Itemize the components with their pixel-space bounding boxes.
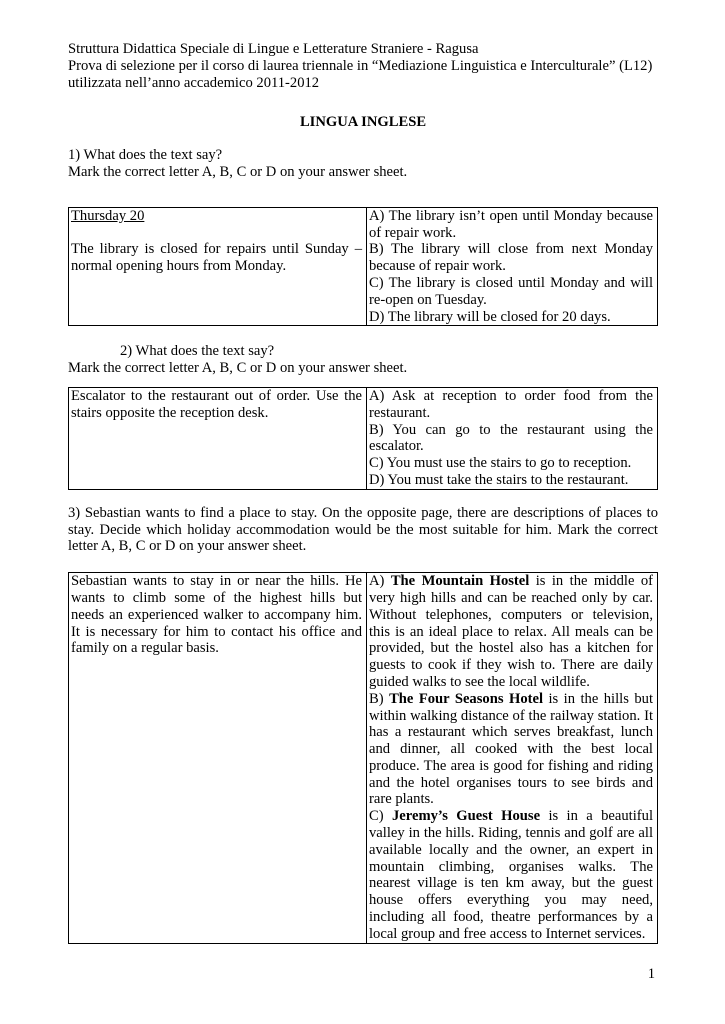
q3-option-c: [369, 808, 653, 942]
q3-question: 3) Sebastian wants to find a place to stay. On the opposite page, there are descriptions of places to stay. Decide which holiday accommodation would be the most suitable for him. Mark the correct letter A, B, C or D on your answer sheet.: [68, 504, 658, 555]
q3-option-a: [369, 573, 653, 691]
q1-table: [68, 207, 658, 327]
q3-option-c-letter: C): [369, 808, 384, 825]
q1-instruction: Mark the correct letter A, B, C or D on your answer sheet.: [68, 163, 408, 180]
q3-option-b-name: The Four Seasons Hotel: [389, 690, 544, 707]
q2-question: 2) What does the text say?: [120, 343, 275, 360]
q2-option-c: C) You must use the stairs to go to reception.: [369, 455, 632, 472]
q3-option-c-text: is in a beautiful valley in the hills. Riding, tennis and golf are all available locally and the owner, an expert in mountain climbing, organises walks. The nearest village is ten km away, but the guest house offers everything you may need, including all food, theatre performances by a local group and free access to Internet services.: [369, 808, 653, 942]
q1-notice-text: The library is closed for repairs until Sunday – normal opening hours from Monday.: [71, 241, 362, 275]
q3-option-a-name: The Mountain Hostel: [390, 573, 530, 590]
q3-option-b: [369, 691, 653, 809]
q1-option-b: B) The library will close from next Monday because of repair work.: [369, 241, 653, 275]
q3-profile: Sebastian wants to stay in or near the hills. He wants to climb some of the highest hills but needs an experienced walker to accompany him. It is necessary for him to contact his office and family on a regular basis.: [69, 573, 367, 944]
q3-option-b-text: is in the hills but within walking distance of the railway station. It has a restaurant which serves breakfast, lunch and dinner, all cooked with the best local produce. The area is good for fishing and riding and the hotel organises tours to see birds and rare plants.: [369, 690, 653, 808]
q2-options: [367, 387, 658, 489]
header-line-3: utilizzata nell’anno accademico 2011-2012: [68, 74, 320, 91]
q2-notice: Escalator to the restaurant out of order. Use the stairs opposite the reception desk.: [69, 387, 367, 489]
q1-option-a: A) The library isn’t open until Monday because of repair work.: [369, 207, 653, 241]
q3-option-c-name: Jeremy’s Guest House: [391, 808, 541, 825]
page-number: 1: [647, 966, 655, 982]
q3-option-a-letter: A): [369, 573, 385, 590]
q3-option-a-text: is in the middle of very high hills and can be reached only by car. Without telephones, computers or television, this is an ideal place to relax. All meals can be provided, but the hostel also has a kitchen for guests to cook if they wish to. There are daily guided walks to see the local wildlife.: [369, 573, 653, 690]
header-line-1: Struttura Didattica Speciale di Lingue e Letterature Straniere - Ragusa: [68, 41, 479, 57]
q1-option-c: C) The library is closed until Monday and will re-open on Tuesday.: [369, 274, 653, 308]
q3-option-b-letter: B): [369, 690, 384, 707]
q2-table: [68, 387, 658, 490]
document-page: [68, 41, 658, 944]
q2-option-a: A) Ask at reception to order food from the restaurant.: [369, 387, 653, 421]
document-header: [68, 41, 658, 91]
q1-notice: [69, 207, 367, 326]
header-line-2: Prova di selezione per il corso di laurea triennale in “Mediazione Linguistica e Interculturale” (L12): [68, 57, 653, 74]
q3-table: [68, 572, 658, 944]
q1-options: [367, 207, 658, 326]
q1-notice-heading: Thursday 20: [71, 207, 145, 224]
q2-option-b: B) You can go to the restaurant using the escalator.: [369, 421, 653, 455]
section-title: LINGUA INGLESE: [299, 114, 427, 131]
q2-instruction: Mark the correct letter A, B, C or D on your answer sheet.: [68, 360, 408, 377]
q1-option-d: D) The library will be closed for 20 days.: [369, 308, 611, 325]
q1-question: 1) What does the text say?: [68, 147, 223, 164]
q3-options: [367, 573, 658, 944]
q2-option-d: D) You must take the stairs to the restaurant.: [369, 471, 629, 488]
